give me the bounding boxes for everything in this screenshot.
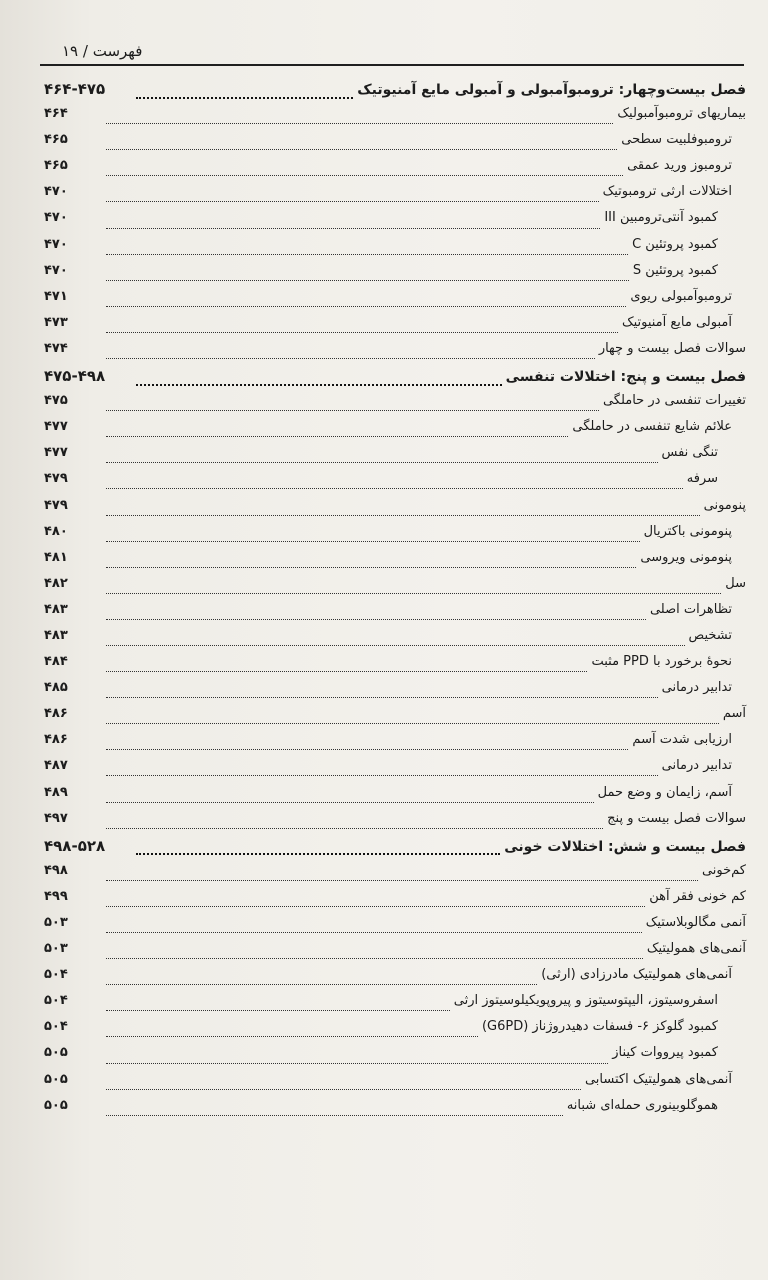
toc-page-number: ۵۰۵ — [44, 1097, 68, 1113]
toc-entry-title: اختلالات ارثی ترومبوتیک — [602, 184, 732, 200]
toc-page-number: ۵۰۵ — [44, 1045, 68, 1061]
toc-page-number: ۴۷۰ — [44, 236, 68, 252]
toc-row — [44, 419, 746, 445]
toc-row — [44, 471, 746, 497]
toc-row — [44, 941, 746, 967]
toc-row — [44, 1098, 746, 1124]
toc-page-number: ۴۸۳ — [44, 627, 68, 643]
toc-entry-title: بیماریهای ترومبوآمبولیک — [617, 106, 746, 122]
toc-entry-title: آنمی‌های همولیتیک — [646, 941, 746, 957]
toc-leader-dots — [106, 357, 595, 359]
toc-leader-dots — [106, 279, 629, 281]
toc-page-number: ۴۸۴ — [44, 654, 68, 670]
toc-row — [44, 184, 746, 210]
toc-leader-dots — [106, 122, 613, 124]
toc-row — [44, 785, 746, 811]
toc-leader-dots — [106, 644, 685, 646]
toc-row — [44, 732, 746, 758]
toc-row — [44, 758, 746, 784]
toc-chapter-row — [44, 837, 746, 863]
toc-entry-title: علائم شایع تنفسی در حاملگی — [572, 419, 732, 435]
toc-row — [44, 1019, 746, 1045]
toc-leader-dots — [106, 305, 626, 307]
toc-leader-dots — [106, 253, 628, 255]
toc-entry-title: نحوهٔ برخورد با PPD مثبت — [591, 654, 732, 670]
toc-row — [44, 445, 746, 471]
toc-row — [44, 811, 746, 837]
toc-entry-title: هموگلوبینوری حمله‌ای شبانه — [566, 1097, 718, 1113]
toc-page-number: ۴۷۷ — [44, 419, 68, 435]
toc-leader-dots — [106, 801, 594, 803]
toc-entry-title: سوالات فصل بیست و پنج — [607, 810, 746, 826]
toc-page-number: ۴۷۰ — [44, 210, 68, 226]
toc-row — [44, 576, 746, 602]
toc-leader-dots — [106, 566, 636, 568]
page-header — [40, 42, 744, 66]
toc-entry-title: کمبود پروتئین S — [632, 262, 718, 278]
toc-entry-title: تنگی نفس — [661, 445, 718, 461]
toc-page-number: ۵۰۴ — [44, 1019, 68, 1035]
toc-page-number: ۴۸۵ — [44, 680, 68, 696]
toc-page-number: ۴۹۸-۵۲۸ — [44, 836, 106, 855]
toc-page-number: ۴۸۶ — [44, 732, 68, 748]
toc-entry-title: تغییرات تنفسی در حاملگی — [602, 393, 746, 409]
toc-leader-dots — [106, 540, 640, 542]
toc-leader-dots — [106, 931, 642, 933]
toc-entry-title: پنومونی باکتریال — [643, 523, 732, 539]
toc-entry-title: اسفروسیتوز، الیپتوسیتوز و پیروپویکیلوسیتوز ارثی — [453, 993, 718, 1009]
toc-page-number: ۴۷۰ — [44, 184, 68, 200]
toc-page-number: ۴۸۳ — [44, 601, 68, 617]
toc-leader-dots — [106, 983, 537, 985]
toc-entry-title: کم خونی فقر آهن — [649, 888, 746, 904]
toc-leader-dots — [106, 148, 617, 150]
toc-row — [44, 628, 746, 654]
toc-page-number: ۴۸۷ — [44, 758, 68, 774]
toc-row — [44, 654, 746, 680]
toc-leader-dots — [106, 1009, 450, 1011]
toc-chapter-title: فصل بیست و پنج: اختلالات تنفسی — [505, 369, 746, 386]
toc-entry-title: آنمی مگالوبلاستیک — [645, 915, 746, 930]
toc-page-number: ۴۸۰ — [44, 523, 68, 539]
toc-leader-dots — [136, 383, 502, 386]
toc-entry-title: کمبود آنتی‌ترومبین III — [604, 210, 718, 226]
toc-leader-dots — [106, 592, 721, 594]
toc-page-number: ۵۰۴ — [44, 993, 68, 1009]
toc-row — [44, 289, 746, 315]
toc-row — [44, 915, 746, 941]
toc-leader-dots — [106, 722, 719, 724]
toc-leader-dots — [106, 618, 646, 620]
toc-entry-title: آمبولی مایع آمنیوتیک — [621, 314, 732, 330]
toc-entry-title: کمبود گلوکز ۶- فسفات دهیدروژناز (G6PD) — [481, 1019, 718, 1035]
toc-leader-dots — [106, 487, 683, 489]
toc-page-number: ۵۰۴ — [44, 967, 68, 983]
toc-row — [44, 393, 746, 419]
toc-leader-dots — [106, 827, 603, 829]
toc-row — [44, 106, 746, 132]
toc-entry-title: سل — [725, 575, 746, 591]
toc-page-number: ۴۸۶ — [44, 706, 68, 722]
toc-page-number: ۴۸۲ — [44, 575, 68, 591]
toc-page-number: ۴۷۹ — [44, 471, 68, 487]
toc-entry-title: تظاهرات اصلی — [649, 601, 732, 617]
toc-leader-dots — [106, 774, 658, 776]
toc-row — [44, 524, 746, 550]
toc-page-number: ۴۷۴ — [44, 340, 68, 356]
toc-chapter-title: فصل بیست و شش: اختلالات خونی — [504, 838, 746, 855]
header-title: فهرست / ۱۹ — [62, 42, 143, 60]
toc-page-number: ۵۰۳ — [44, 941, 68, 957]
toc-page-number: ۴۷۹ — [44, 497, 68, 513]
toc-entry-title: کم‌خونی — [701, 862, 746, 878]
toc-leader-dots — [106, 200, 599, 202]
toc-entry-title: سوالات فصل بیست و چهار — [598, 340, 746, 356]
toc-leader-dots — [106, 696, 658, 698]
toc-row — [44, 1072, 746, 1098]
toc-row — [44, 1045, 746, 1071]
toc-leader-dots — [106, 1088, 581, 1090]
toc-leader-dots — [106, 1114, 563, 1116]
toc-leader-dots — [106, 409, 599, 411]
toc-leader-dots — [106, 331, 618, 333]
toc-row — [44, 158, 746, 184]
toc-row — [44, 993, 746, 1019]
toc-entry-title: آسم — [722, 706, 746, 722]
toc-entry-title: پنومونی — [703, 497, 746, 513]
toc-page-number: ۵۰۳ — [44, 915, 68, 930]
toc-entry-title: سرفه — [686, 471, 718, 487]
toc-row — [44, 132, 746, 158]
toc-leader-dots — [106, 435, 568, 437]
toc-page-number: ۴۶۵ — [44, 158, 68, 174]
toc-page-number: ۴۷۷ — [44, 445, 68, 461]
toc-entry-title: ارزیابی شدت آسم — [632, 732, 732, 748]
toc-leader-dots — [106, 1062, 608, 1064]
toc-leader-dots — [106, 905, 645, 907]
toc-entry-title: کمبود پیرووات کیناز — [612, 1045, 718, 1061]
toc-chapter-title: فصل بیست‌وچهار: ترومبوآمبولی و آمبولی مایع آمنیوتیک — [357, 82, 746, 98]
toc-leader-dots — [106, 514, 700, 516]
toc-page-number: ۴۸۹ — [44, 784, 68, 800]
toc-leader-dots — [136, 96, 353, 99]
toc-page-number: ۴۹۷ — [44, 810, 68, 826]
toc-leader-dots — [106, 670, 587, 672]
toc-page-number: ۴۹۸ — [44, 862, 68, 878]
toc-chapter-row — [44, 367, 746, 393]
toc-page-number: ۴۷۵ — [44, 393, 68, 409]
toc-row — [44, 706, 746, 732]
toc-page-number: ۴۷۵-۴۹۸ — [44, 367, 106, 386]
toc-entry-title: تدابیر درمانی — [661, 680, 732, 696]
toc-entry-title: تشخیص — [688, 627, 732, 643]
toc-chapter-row — [44, 80, 746, 106]
toc-row — [44, 889, 746, 915]
toc-page-number: ۴۸۱ — [44, 549, 68, 565]
toc-row — [44, 498, 746, 524]
toc-entry-title: آنمی‌های همولیتیک اکتسابی — [584, 1071, 732, 1087]
toc-page-number: ۴۷۱ — [44, 288, 68, 304]
toc-page-number: ۴۷۰ — [44, 262, 68, 278]
toc-entry-title: ترومبوفلبیت سطحی — [621, 132, 732, 148]
toc-row — [44, 550, 746, 576]
toc-entry-title: کمبود پروتئین C — [632, 236, 718, 252]
toc-leader-dots — [106, 174, 623, 176]
toc-row — [44, 967, 746, 993]
toc-leader-dots — [106, 748, 628, 750]
toc-entry-title: تدابیر درمانی — [661, 758, 732, 774]
toc-row — [44, 237, 746, 263]
toc-row — [44, 315, 746, 341]
toc-leader-dots — [106, 957, 643, 959]
table-of-contents — [44, 80, 746, 1124]
toc-row — [44, 863, 746, 889]
toc-row — [44, 602, 746, 628]
toc-page-number: ۴۶۵ — [44, 132, 68, 148]
toc-leader-dots — [106, 1035, 478, 1037]
toc-page-number: ۴۷۳ — [44, 314, 68, 330]
toc-entry-title: ترومبوآمبولی ریوی — [630, 288, 732, 304]
toc-page-number: ۵۰۵ — [44, 1071, 68, 1087]
toc-leader-dots — [106, 879, 698, 881]
toc-row — [44, 341, 746, 367]
toc-row — [44, 210, 746, 236]
toc-entry-title: پنومونی ویروسی — [640, 549, 732, 565]
toc-row — [44, 263, 746, 289]
toc-row — [44, 680, 746, 706]
toc-page-number: ۴۶۴ — [44, 106, 68, 122]
toc-entry-title: ترومبوز ورید عمقی — [627, 158, 732, 174]
toc-page-number: ۴۶۴-۴۷۵ — [44, 80, 106, 98]
toc-leader-dots — [106, 227, 600, 229]
toc-page-number: ۴۹۹ — [44, 888, 68, 904]
toc-entry-title: آنمی‌های همولیتیک مادرزادی (ارثی) — [541, 967, 732, 983]
toc-entry-title: آسم، زایمان و وضع حمل — [597, 784, 732, 800]
toc-leader-dots — [106, 461, 658, 463]
toc-leader-dots — [136, 852, 500, 855]
